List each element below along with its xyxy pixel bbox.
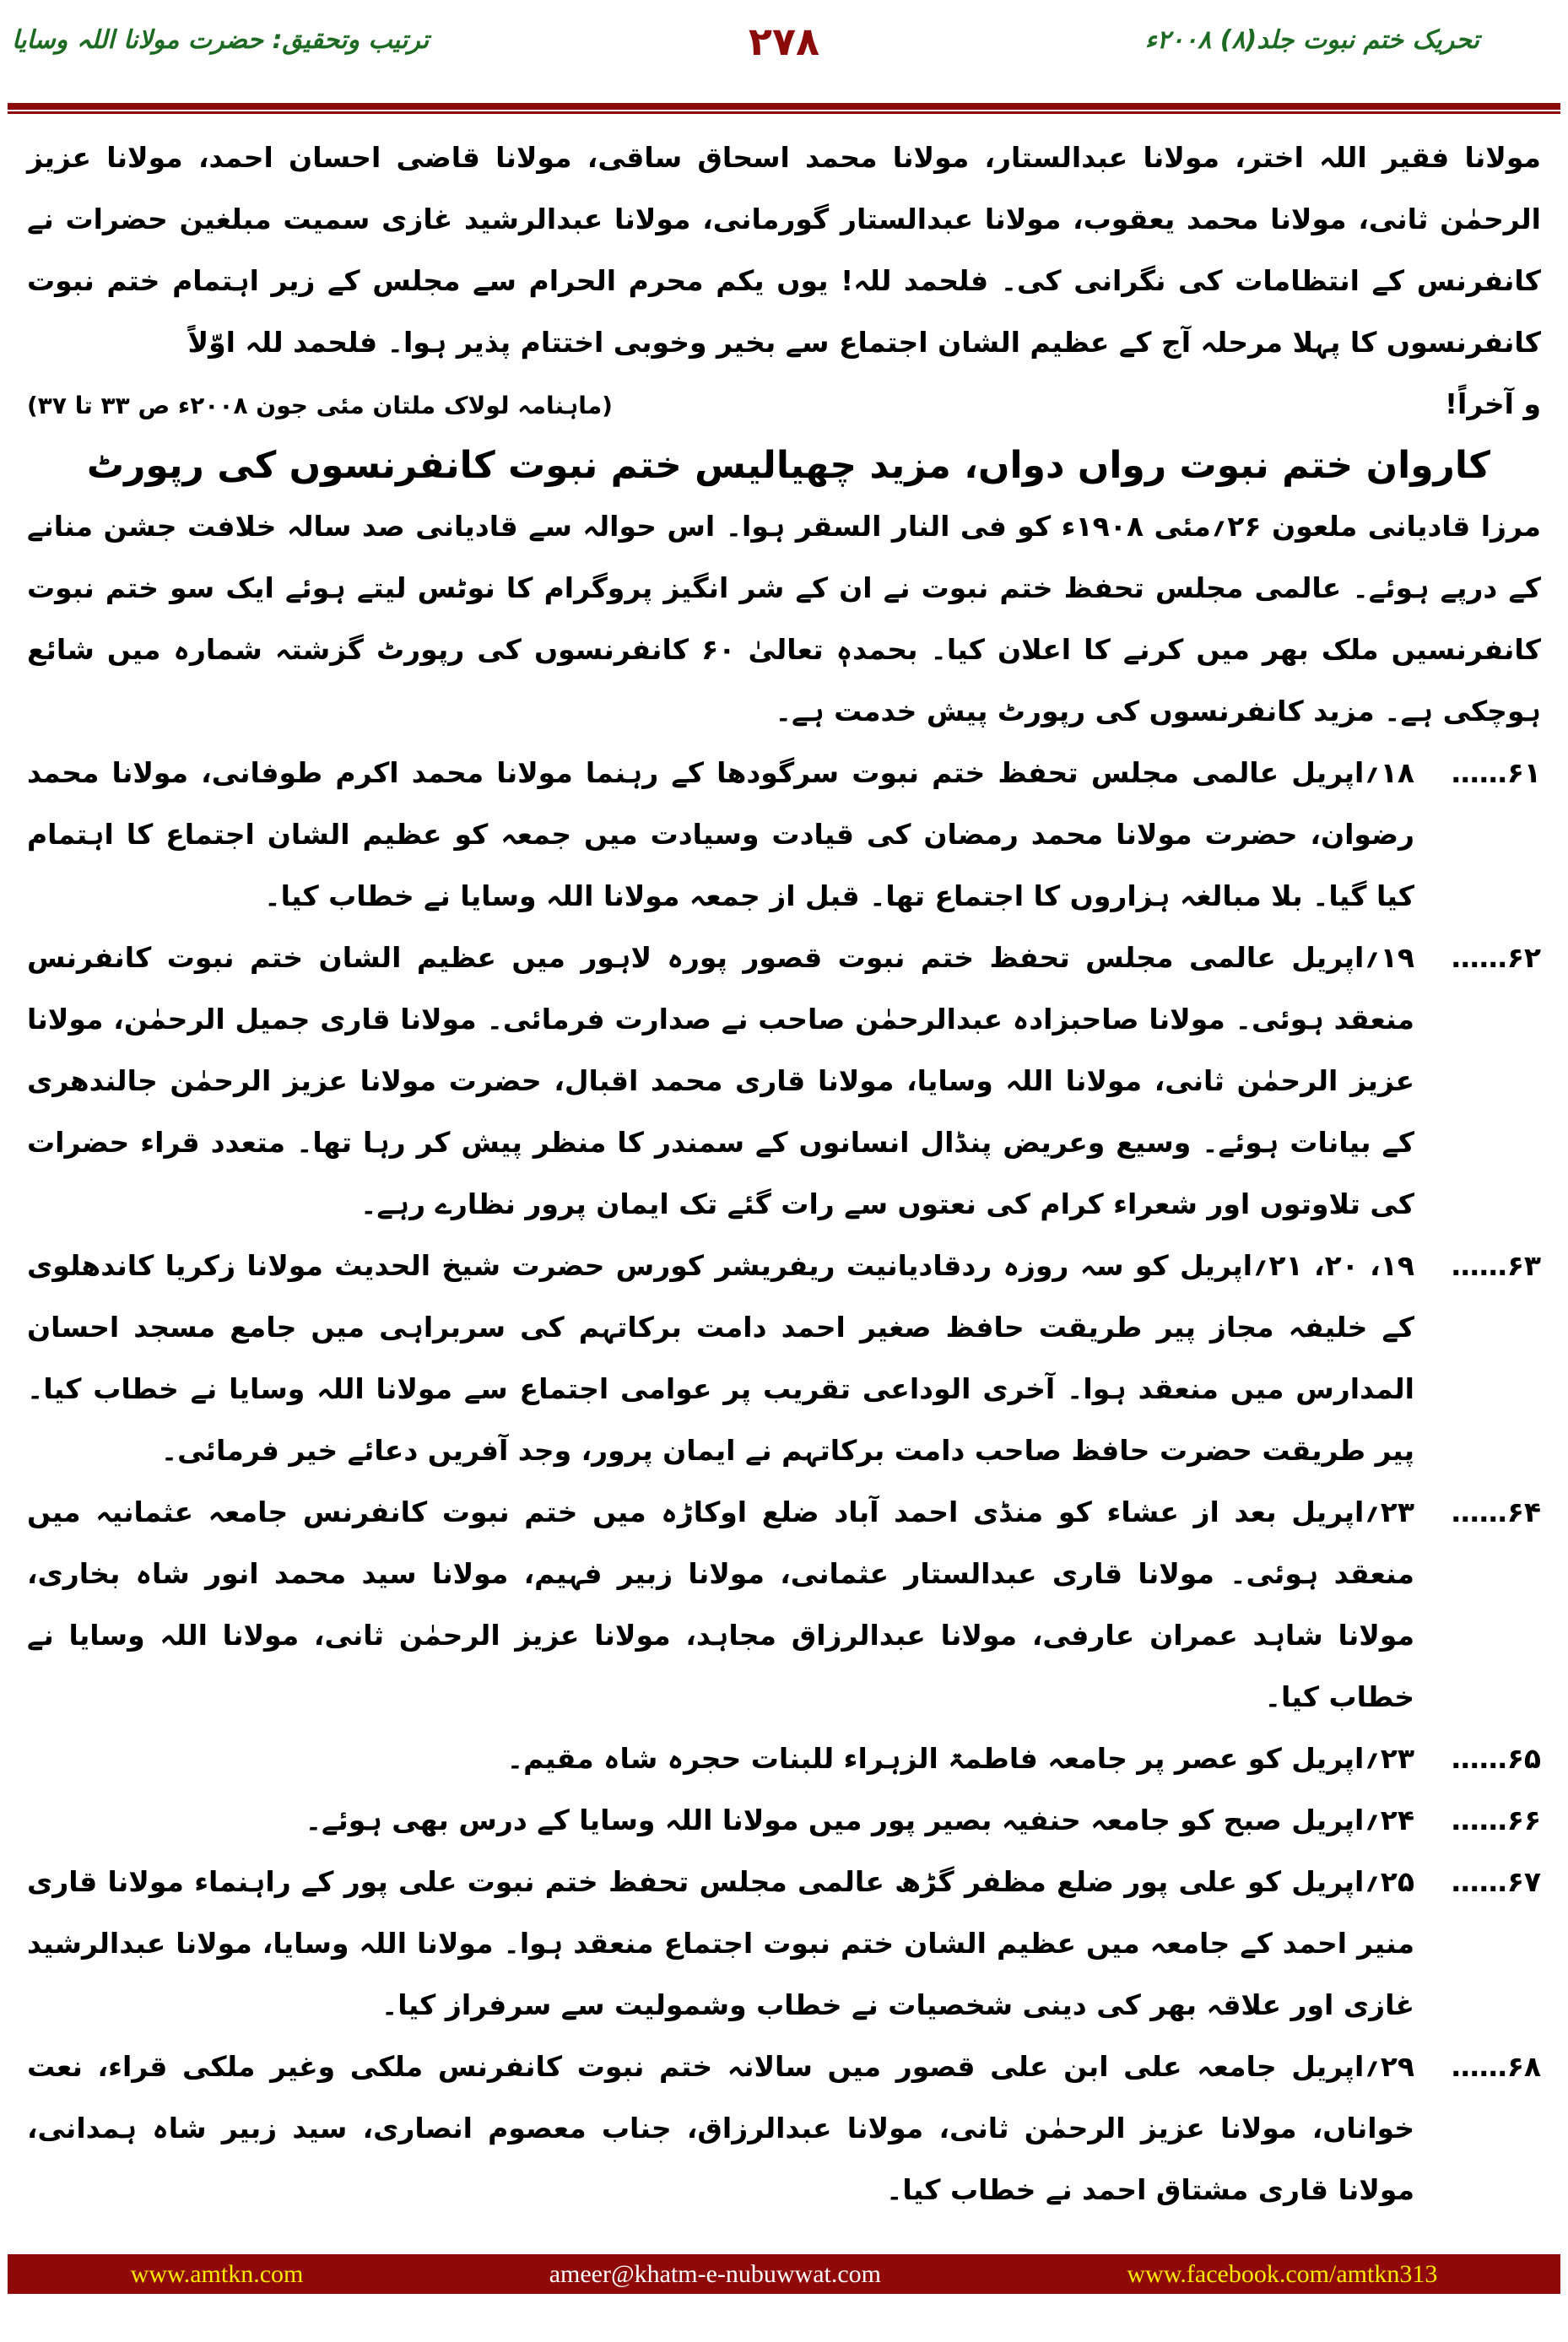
item-text: ۱۹؍اپریل عالمی مجلس تحفظ ختم نبوت قصور پورہ لاہور میں عظیم الشان ختم نبوت کانفرنس منعقد ہوئی۔ مولانا صاحبزادہ عبدالرحمٰن صاحب نے صدارت فرمائی۔ مولانا قاری جمیل الرحمٰن، مولانا عزیز الرحمٰن ثانی، مولانا اللہ وسایا، مولانا قاری محمد اقبال، حضرت مولانا عزیز الرحمٰن جالندھری کے بیانات ہوئے۔ وسیع وعریض پنڈال انسانوں کے سمندر کا منظر پیش کر رہا تھا۔ متعدد قراء حضرات کی تلاوتوں اور شعراء کرام کی نعتوں سے رات گئے تک ایمان پرور نظارے رہے۔: [27, 941, 1414, 1221]
compiler-credit: ترتیب وتحقیق: حضرت مولانا اللہ وسایا: [12, 25, 430, 55]
item-number: ۶۲……: [1451, 941, 1541, 975]
footer-bar: [8, 2254, 1560, 2294]
header-rule-thick: [8, 103, 1560, 110]
item-number: ۶۵……: [1451, 1742, 1541, 1776]
list-item: [27, 1728, 1541, 1789]
item-text: ۱۸؍اپریل عالمی مجلس تحفظ ختم نبوت سرگودھا کے رہنما مولانا محمد اکرم طوفانی، مولانا محمد رضوان، حضرت مولانا محمد رمضان کی قیادت وسیادت میں جمعہ کو عظیم الشان اجتماع کا اہتمام کیا گیا۔ بلا مبالغہ ہزاروں کا اجتماع تھا۔ قبل از جمعہ مولانا اللہ وسایا نے خطاب کیا۔: [27, 756, 1414, 913]
intro-text: مولانا فقیر اللہ اختر، مولانا عبدالستار، مولانا محمد اسحاق ساقی، مولانا قاضی احسان احمد، مولانا عزیز الرحمٰن ثانی، مولانا محمد یعقوب، مولانا عبدالستار گورمانی، مولانا عبدالرشید غازی سمیت مبلغین حضرات نے کانفرنس کے انتظامات کی نگرانی کی۔ فلحمد للہ! یوں یکم محرم الحرام سے مجلس کے زیر اہتمام ختم نبوت کانفرنسوں کا پہلا مرحلہ آج کے عظیم الشان اجتماع سے بخیر وخوبی اختتام پذیر ہوا۔ فلحمد للہ اوّلاً: [27, 141, 1541, 359]
item-number: ۶۸……: [1451, 2050, 1541, 2084]
item-text: ۲۳؍اپریل بعد از عشاء کو منڈی احمد آباد ضلع اوکاڑہ میں ختم نبوت کانفرنس جامعہ عثمانیہ میں منعقد ہوئی۔ مولانا قاری عبدالستار عثمانی، مولانا زبیر فہیم، مولانا سید محمد انور شاہ بخاری، مولانا شاہد عمران عارفی، مولانا عبدالرزاق مجاہد، مولانا عزیز الرحمٰن ثانی، مولانا اللہ وسایا نے خطاب کیا۔: [27, 1496, 1414, 1714]
section-lead: مرزا قادیانی ملعون ۲۶؍مئی ۱۹۰۸ء کو فی النار السقر ہوا۔ اس حوالہ سے قادیانی صد سالہ خلافت جشن منانے کے درپے ہوئے۔ عالمی مجلس تحفظ ختم نبوت نے ان کے شر انگیز پروگرام کا نوٹس لیتے ہوئے ایک سو ختم نبوت کانفرنسیں ملک بھر میں کرنے کا اعلان کیا۔ بحمدہٖ تعالیٰ ۶۰ کانفرنسوں کی رپورٹ گزشتہ شمارہ میں شائع ہوچکی ہے۔ مزید کانفرنسوں کی رپورٹ پیش خدمت ہے۔: [27, 510, 1541, 728]
item-number: ۶۶……: [1451, 1804, 1541, 1837]
item-number: ۶۷……: [1451, 1865, 1541, 1899]
page-number: ۲۷۸: [748, 19, 820, 64]
header-rule-thin: [8, 111, 1560, 114]
item-text: ۲۴؍اپریل صبح کو جامعہ حنفیہ بصیر پور میں مولانا اللہ وسایا کے درس بھی ہوئے۔: [305, 1804, 1414, 1837]
intro-paragraph: [27, 127, 1541, 373]
book-title: تحریک ختم نبوت جلد(۸) ۲۰۰۸ء: [1144, 25, 1479, 55]
item-number: ۶۴……: [1451, 1496, 1541, 1529]
email-link[interactable]: ameer@khatm-e-nubuwwat.com: [549, 2259, 882, 2288]
list-item: [27, 1235, 1541, 1481]
item-text: ۱۹، ۲۰، ۲۱؍اپریل کو سہ روزہ ردقادیانیت ریفریشر کورس حضرت شیخ الحدیث مولانا زکریا کاندھلوی کے خلیفہ مجاز پیر طریقت حافظ صغیر احمد دامت برکاتہم کی سربراہی میں جامع مسجد احسان المدارس میں منعقد ہوا۔ آخری الوداعی تقریب پر عوامی اجتماع سے مولانا اللہ وسایا نے خطاب کیا۔ پیر طریقت حضرت حافظ صاحب دامت برکاتہم نے ایمان پرور، وجد آفریں دعائے خیر فرمائی۔: [27, 1249, 1414, 1468]
item-number: ۶۳……: [1451, 1249, 1541, 1283]
intro-last-line: [27, 373, 1541, 436]
intro-closing: و آخراً!: [1445, 387, 1541, 420]
item-text: ۲۹؍اپریل جامعہ علی ابن علی قصور میں سالانہ ختم نبوت کانفرنس ملکی وغیر ملکی قراء، نعت خواناں، مولانا عزیز الرحمٰن ثانی، مولانا عبدالرزاق، جناب معصوم انصاری، سید زبیر شاہ ہمدانی، مولانا قاری مشتاق احمد نے خطاب کیا۔: [27, 2050, 1414, 2207]
website-link[interactable]: www.amtkn.com: [130, 2259, 304, 2288]
page-body: [27, 127, 1541, 2220]
item-number: ۶۱……: [1451, 756, 1541, 790]
list-item: [27, 1851, 1541, 2036]
list-item: [27, 2036, 1541, 2220]
list-item: [27, 927, 1541, 1235]
list-item: [27, 1481, 1541, 1728]
item-text: ۲۵؍اپریل کو علی پور ضلع مظفر گڑھ عالمی مجلس تحفظ ختم نبوت علی پور کے راہنماء مولانا قاری منیر احمد کے جامعہ میں عظیم الشان ختم نبوت اجتماع منعقد ہوا۔ مولانا اللہ وسایا، مولانا عبدالرشید غازی اور علاقہ بھر کی دینی شخصیات نے خطاب وشمولیت سے سرفراز کیا۔: [27, 1865, 1414, 2022]
item-text: ۲۳؍اپریل کو عصر پر جامعہ فاطمۃ الزہراء للبنات حجرہ شاہ مقیم۔: [506, 1742, 1414, 1776]
facebook-link[interactable]: www.facebook.com/amtkn313: [1127, 2259, 1438, 2288]
conference-list: [27, 742, 1541, 2220]
section-heading: کاروان ختم نبوت رواں دواں، مزید چھیالیس ختم نبوت کانفرنسوں کی رپورٹ: [86, 444, 1490, 487]
citation: (ماہنامہ لولاک ملتان مئی جون ۲۰۰۸ء ص ۳۳ تا ۳۷): [27, 392, 613, 419]
list-item: [27, 1789, 1541, 1851]
list-item: [27, 742, 1541, 927]
